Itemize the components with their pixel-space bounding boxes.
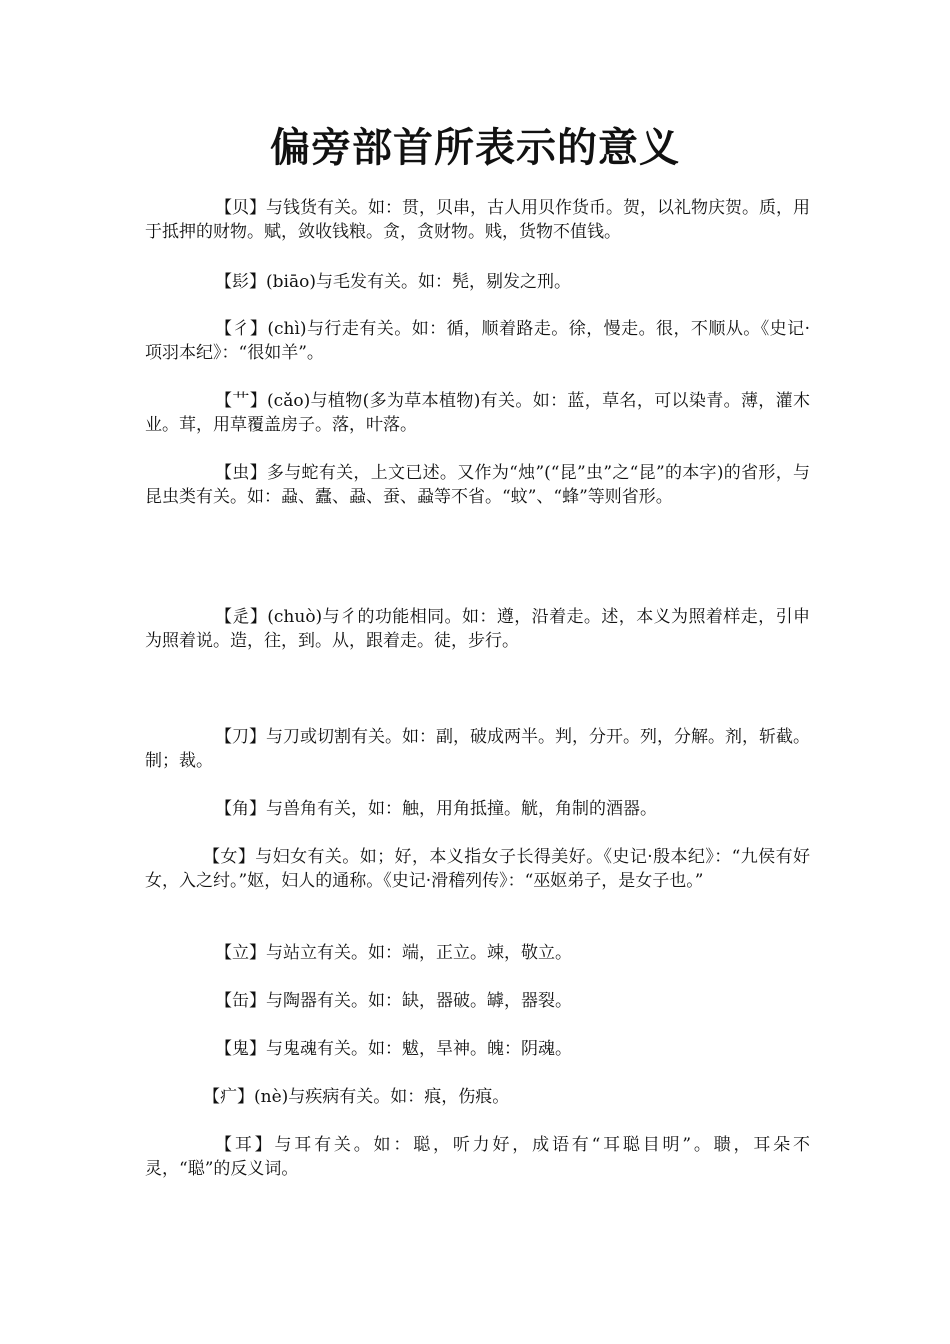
paragraph-gui: 【鬼】与鬼魂有关。如：魃，旱神。魄：阴魂。 (215, 1039, 572, 1059)
paragraph-cao: 【艹】(cǎo)与植物(多为草本植物)有关。如：蓝，草名，可以染青。薄，灌木业。茸，用草覆盖房子。落，叶落。 (145, 391, 810, 435)
paragraph-fou: 【缶】与陶器有关。如：缺，器破。罅，器裂。 (215, 991, 572, 1011)
paragraph-chuo: 【辵】(chuò)与彳的功能相同。如：遵，沿着走。述，本义为照着样走，引申为照着说。造，往，到。从，跟着走。徒，步行。 (145, 607, 810, 651)
paragraph-bei: 【贝】与钱货有关。如：贯，贝串，古人用贝作货币。贺，以礼物庆贺。质，用于抵押的财物。赋，敛收钱粮。贪，贪财物。贱，货物不值钱。 (145, 198, 810, 242)
paragraph-chong: 【虫】多与蛇有关，上文已述。又作为“烛”(“昆”虫”之“昆”的本字)的省形，与昆虫类有关。如：蝨、蠹、蝨、蚕、蝨等不省。“蚊”、“蜂”等则省形。 (145, 463, 810, 507)
paragraph-dao: 【刀】与刀或切割有关。如：副，破成两半。判，分开。列，分解。剂，斩截。制；裁。 (145, 727, 810, 771)
paragraph-li: 【立】与站立有关。如：端，正立。竦，敬立。 (215, 943, 572, 963)
paragraph-ne: 【疒】(nè)与疾病有关。如：痕，伤痕。 (203, 1087, 510, 1107)
paragraph-jiao: 【角】与兽角有关，如：触，用角抵撞。觥，角制的酒器。 (215, 799, 657, 819)
paragraph-nv: 【女】与妇女有关。如；好，本义指女子长得美好。《史记·殷本纪》：“九侯有好女，入之纣。”妪，妇人的通称。《史记·滑稽列传》：“巫妪弟子，是女子也。” (145, 847, 810, 891)
paragraph-chi: 【彳】(chì)与行走有关。如：循，顺着路走。徐，慢走。很，不顺从。《史记·项羽本纪》：“很如羊”。 (145, 319, 810, 363)
paragraph-er: 【耳】与耳有关。如：聪，听力好，成语有“耳聪目明”。聩，耳朵不灵，“聪”的反义词。 (145, 1135, 810, 1179)
page-title: 偏旁部首所表示的意义 (270, 124, 680, 171)
paragraph-biao: 【髟】(biāo)与毛发有关。如：髡，剔发之刑。 (215, 272, 571, 292)
